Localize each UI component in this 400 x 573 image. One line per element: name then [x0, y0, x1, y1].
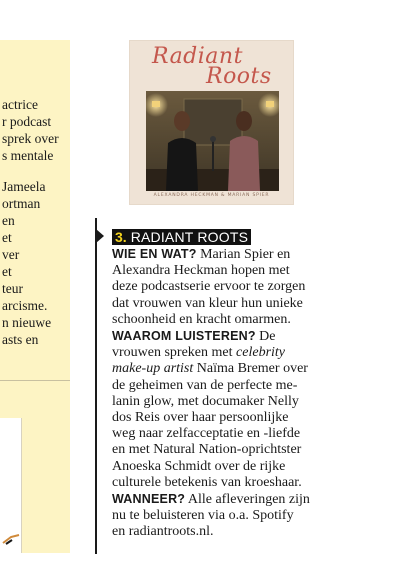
text-fragment: r podcast [2, 114, 52, 129]
cover-title: Radiant [152, 44, 243, 69]
text-line [112, 345, 332, 361]
italic-run: celebrity [236, 345, 286, 361]
text-fragment: Jameela [2, 179, 46, 194]
text-fragment: ver [2, 247, 20, 262]
text-fragment: asts en [2, 332, 39, 347]
text-line [112, 491, 332, 508]
text-fragment: n nieuwe [2, 315, 52, 330]
section-label: WIE EN WAT? [112, 247, 197, 261]
cover-title: Roots [206, 64, 272, 89]
podcast-cover [129, 40, 294, 205]
text-line: schoonheid en kracht omarmen. [112, 311, 291, 327]
text-line: deze podcastserie ervoor te zorgen [112, 279, 306, 295]
divider [0, 380, 70, 381]
cover-photo [146, 91, 279, 191]
text-line: culturele betekenis van kroeshaar. [112, 474, 302, 490]
text-fragment: actrice [2, 97, 38, 112]
text-fragment: ortman [2, 196, 41, 211]
photo-fragment-icon [2, 533, 20, 545]
text-line [112, 246, 332, 263]
cover-credit: ALEXANDRA HECKMAN & MARIAN SPIER [153, 193, 270, 198]
text-fragment: arcisme. [2, 298, 48, 313]
text-fragment: sprek over [2, 131, 59, 146]
article-heading [112, 229, 251, 245]
text-run: Alle afleveringen zijn [185, 492, 310, 508]
text-line: de geheimen van de perfecte me- [112, 377, 298, 393]
adjacent-column-fragment [0, 40, 70, 553]
cropped-photo [0, 418, 22, 553]
italic-run: make-up artist [112, 361, 194, 377]
text-fragment: et [2, 264, 12, 279]
text-line: weg naar zelfacceptatie en -liefde [112, 426, 301, 442]
text-line: lanin glow, met documaker Nelly [112, 393, 299, 409]
section-label: WAAROM LUISTEREN? [112, 329, 256, 344]
article-number: 3. [115, 229, 127, 245]
text-run: Naïma Bremer over [193, 361, 308, 377]
column-rule [95, 218, 97, 554]
text-run: Marian Spier en [196, 247, 291, 262]
arrow-marker-icon [96, 229, 104, 243]
text-fragment: et [2, 230, 12, 245]
text-line: en met Natural Nation-oprichtster [112, 442, 302, 458]
text-fragment: s mentale [2, 148, 54, 163]
text-line: dos Reis over haar persoonlijke [112, 410, 289, 426]
section-label: WANNEER? [112, 492, 186, 507]
text-line: nu te beluisteren via o.a. Spotify [112, 508, 294, 524]
text-line [112, 361, 332, 377]
article-body [112, 246, 332, 541]
text-fragment: teur [2, 281, 23, 296]
text-run: De [255, 329, 276, 345]
text-line: en radiantroots.nl. [112, 524, 214, 540]
text-run: vrouwen spreken met [112, 345, 237, 361]
text-line [112, 328, 332, 345]
text-fragment: en [2, 213, 15, 228]
text-line: Alexandra Heckman hopen met [112, 263, 290, 279]
text-line: dat vrouwen van kleur hun unieke [112, 295, 303, 311]
article-title: RADIANT ROOTS [130, 229, 249, 245]
text-line: Anoeska Schmidt over de rijke [112, 458, 286, 474]
